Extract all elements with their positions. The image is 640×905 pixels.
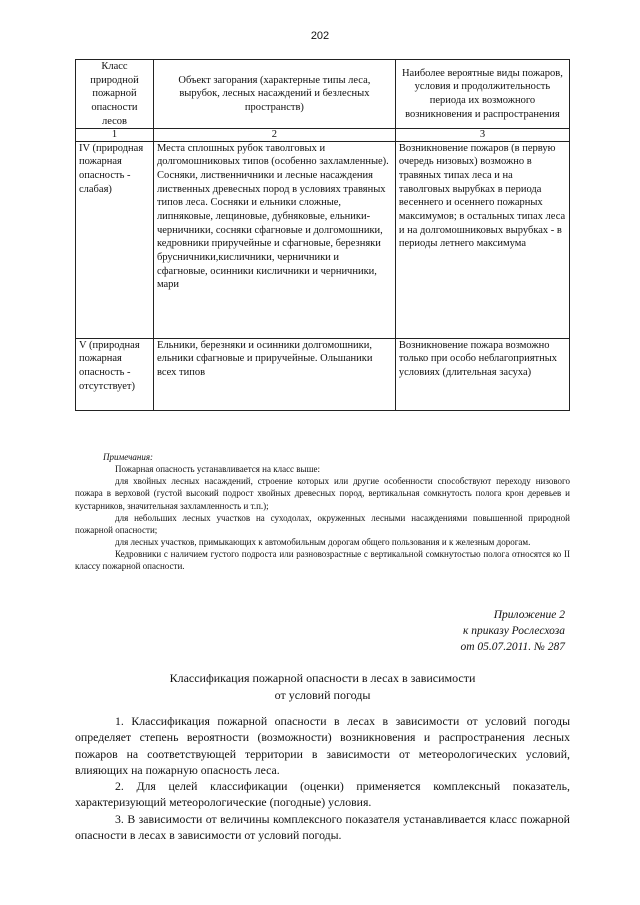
section-title xyxy=(75,670,570,705)
appendix-reference xyxy=(305,607,565,655)
paragraph: 3. В зависимости от величины комплексного показателя устанавливается класс пожарной опасности в лесах в зависимости от условий погоды. xyxy=(75,811,570,842)
note-item: Кедровники с наличием густого подроста или разновозрастные с вертикальной сомкнутостью полога относятся ко II классу пожарной опасности. xyxy=(75,549,570,572)
table-row xyxy=(76,338,570,410)
paragraph: 1. Классификация пожарной опасности в лесах в зависимости от условий погоды определяет степень вероятности (возможности) возникновения и распространения лесных пожаров на соответствующей территории в зависимости от метеорологических условий, влияющих на пожарную опасность леса. xyxy=(75,714,570,777)
title-line: от условий погоды xyxy=(274,688,371,703)
appendix-label: Приложение 2 xyxy=(493,609,565,621)
notes-heading: Примечания: xyxy=(103,452,154,462)
note-item: для хвойных лесных насаждений, строение которых или другие особенности способствуют переходу низового пожара в верховой (густой высокий подрост хвойных древесных пород, вертикальная сомкнутость полога крон деревьев и кустарников, значительная захламленность и т.п.); xyxy=(75,476,570,511)
row-fires: Возникновение пожара возможно только при особо неблагоприятных условиях (длительная засуха) xyxy=(395,338,569,410)
notes-section xyxy=(75,451,570,572)
row-objects: Места сплошных рубок таволговых и долгомошниковых типов (особенно захламленные). Сосняки, лиственничники и лесные насаждения лиственных древесных пород в условиях травяных типов леса. Сосняки и ельники сложные, липняковые, лещиновые, дубняковые, ельники-черничники, сосняки сфагновые и долгомошники, кедровники приручейные и сфагновые, березняки брусничники,кисличники, черничники и сфагновые, осинники кисличники и черничники, мари xyxy=(153,141,395,338)
row-class: V (природная пожарная опасность - отсутствует) xyxy=(76,338,154,410)
header-class: Класс природной пожарной опасности лесов xyxy=(76,60,154,129)
column-number: 1 xyxy=(76,129,154,142)
body-text xyxy=(75,713,570,843)
appendix-date: от 05.07.2011. № 287 xyxy=(460,641,565,654)
column-number: 3 xyxy=(395,129,569,142)
row-objects: Ельники, березняки и осинники долгомошники, ельники сфагновые и приручейные. Ольшаники всех типов xyxy=(153,338,395,410)
paragraph: 2. Для целей классификации (оценки) применяется комплексный показатель, характеризующий метеорологические (погодные) условия. xyxy=(75,779,570,810)
header-object: Объект загорания (характерные типы леса, вырубок, лесных насаждений и безлесных пространств) xyxy=(153,60,395,129)
title-line: Классификация пожарной опасности в лесах в зависимости xyxy=(169,671,476,685)
table-header-row xyxy=(76,60,570,129)
row-class: IV (природная пожарная опасность - слабая) xyxy=(76,141,154,338)
row-fires: Возникновение пожаров (в первую очередь низовых) возможно в травяных типах леса и на таволговых вырубках в периода весеннего и осеннего пожарных максимумов; в остальных типах леса и на долгомошниковых вырубках - в периоды летнего максимума xyxy=(395,141,569,338)
note-item: для небольших лесных участков на суходолах, окруженных лесными насаждениями повышенной природной пожарной опасности; xyxy=(75,512,570,535)
fire-danger-table xyxy=(75,59,570,411)
page-number: 202 xyxy=(310,30,330,42)
table-row xyxy=(76,141,570,338)
header-fires: Наиболее вероятные виды пожаров, условия и продолжительность периода их возможного возникновения и распространения xyxy=(395,60,569,129)
note-item: для лесных участков, примыкающих к автомобильным дорогам общего пользования и к железным дорогам. xyxy=(115,536,531,547)
note-item: Пожарная опасность устанавливается на класс выше: xyxy=(115,464,321,475)
column-number: 2 xyxy=(153,129,395,142)
column-number-row xyxy=(76,129,570,142)
appendix-order: к приказу Рослесхоза xyxy=(462,625,565,638)
